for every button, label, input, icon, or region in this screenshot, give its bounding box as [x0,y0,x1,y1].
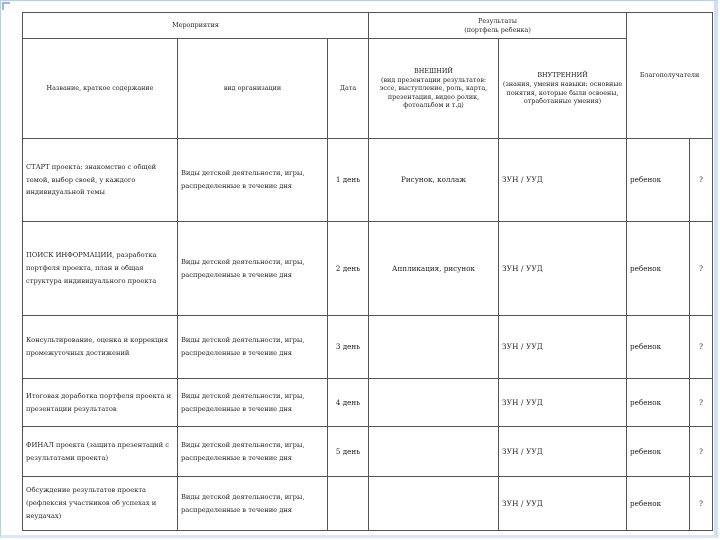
corner-decoration [2,2,10,10]
row-external [369,379,499,427]
row-name: Обсуждение результатов проекта (рефлексия участников об успехах и неудачах) [23,477,178,531]
header-beneficiaries: Благополучатели [627,13,713,139]
header-internal-sub: (знания, умения навыки: основные понятия, которые были освоены, отработанные умения) [502,79,623,106]
row-internal: ЗУН / УУД [499,316,627,379]
header-date: Дата [328,39,369,139]
row-name: ПОИСК ИНФОРМАЦИИ, разработка портфеля проекта, план и общая структура индивидуального проекта [23,222,178,316]
row-external: Аппликация, рисунок [369,222,499,316]
row-name: ФИНАЛ проекта (защита презентаций с результатами проекта) [23,427,178,477]
header-internal-title: ВНУТРЕННИЙ [537,71,588,80]
row-name: Итоговая доработка портфеля проекта и презентации результатов [23,379,178,427]
row-beneficiary: ребенок [627,477,690,531]
row-external [369,477,499,531]
header-name-content: Название, краткое содержание [23,39,178,139]
row-mark: ? [690,379,713,427]
row-date: 3 день [328,316,369,379]
table-row [23,222,713,316]
row-mark: ? [690,316,713,379]
row-org: Виды детской деятельности, игры, распределенные в течение дня [178,139,328,222]
table-row [23,139,713,222]
table-row [23,316,713,379]
row-org: Виды детской деятельности, игры, распределенные в течение дня [178,222,328,316]
row-mark: ? [690,222,713,316]
row-beneficiary: ребенок [627,379,690,427]
row-date [328,477,369,531]
row-date: 1 день [328,139,369,222]
header-external [369,39,499,139]
table-row [23,379,713,427]
header-internal [499,39,627,139]
row-internal: ЗУН / УУД [499,379,627,427]
row-internal: ЗУН / УУД [499,477,627,531]
header-events: Мероприятия [23,13,369,39]
header-row-1 [23,13,713,39]
row-external: Рисунок, коллаж [369,139,499,222]
row-org: Виды детской деятельности, игры, распределенные в течение дня [178,427,328,477]
row-external [369,316,499,379]
row-org: Виды детской деятельности, игры, распределенные в течение дня [178,477,328,531]
row-mark: ? [690,427,713,477]
row-name: СТАРТ проекта: знакомство с общей темой, выбор своей, у каждого индивидуальной темы [23,139,178,222]
table-row [23,427,713,477]
row-date: 4 день [328,379,369,427]
project-plan-table [22,12,713,531]
row-date: 2 день [328,222,369,316]
row-mark: ? [690,139,713,222]
row-mark: ? [690,477,713,531]
row-beneficiary: ребенок [627,222,690,316]
row-beneficiary: ребенок [627,427,690,477]
table-row [23,477,713,531]
row-internal: ЗУН / УУД [499,427,627,477]
header-org-type: вид организации [178,39,328,139]
row-org: Виды детской деятельности, игры, распределенные в течение дня [178,316,328,379]
row-internal: ЗУН / УУД [499,139,627,222]
row-date: 5 день [328,427,369,477]
header-row-2 [23,39,713,139]
header-results: Результаты (портфель ребенка) [369,13,627,39]
row-external [369,427,499,477]
header-external-sub: (вид презентации результатов: эссе, выступление, роль, карта, презентация, видео ролик, фотоальбом и т.д) [379,75,488,110]
row-org: Виды детской деятельности, игры, распределенные в течение дня [178,379,328,427]
row-beneficiary: ребенок [627,139,690,222]
row-beneficiary: ребенок [627,316,690,379]
row-internal: ЗУН / УУД [499,222,627,316]
row-name: Консультирование, оценка и коррекция промежуточных достижений [23,316,178,379]
header-external-title: ВНЕШНИЙ [414,66,453,75]
